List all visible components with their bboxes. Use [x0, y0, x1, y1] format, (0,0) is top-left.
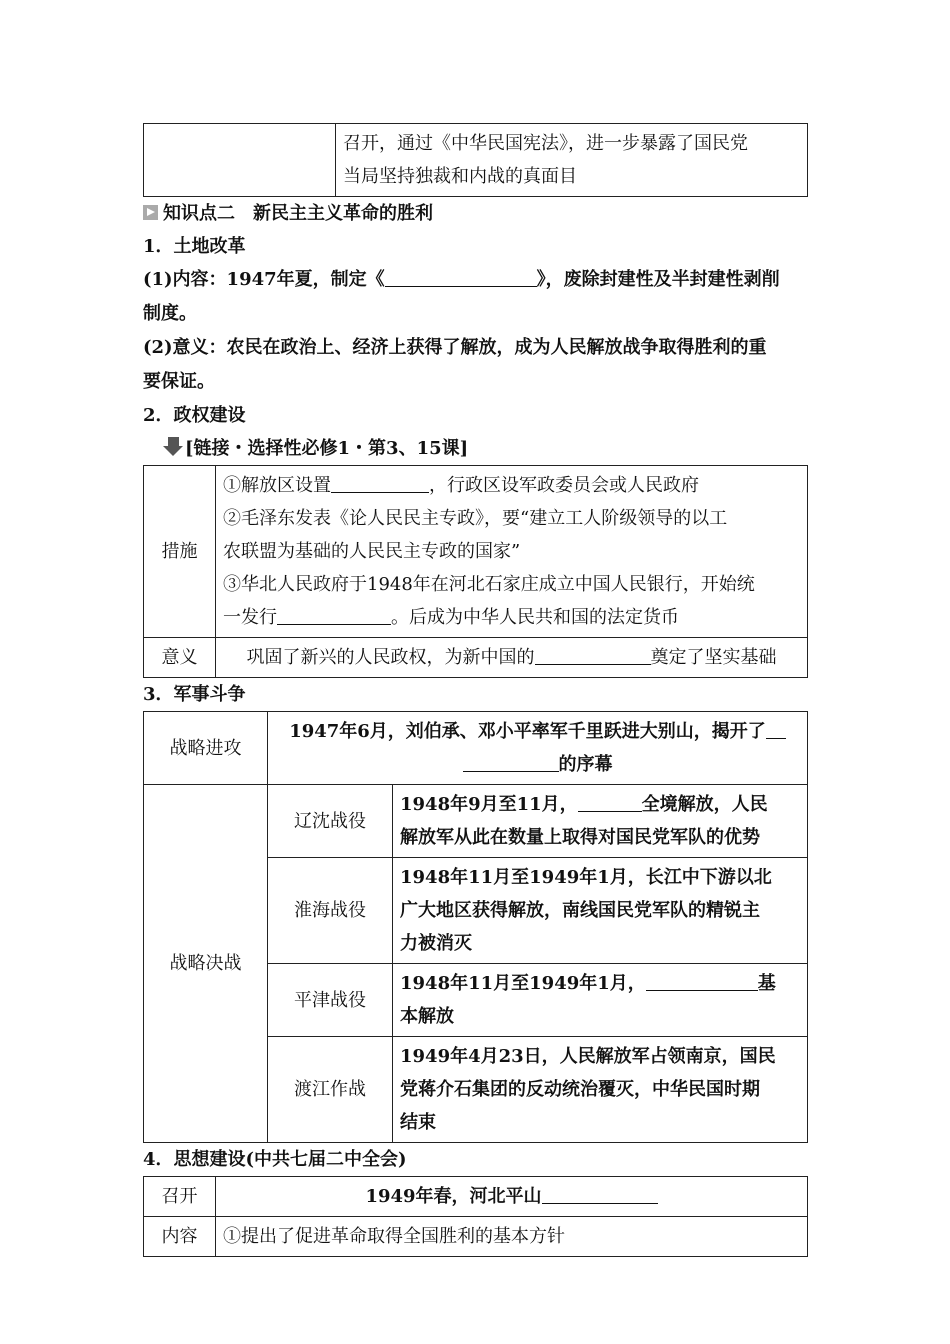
top-table-empty-cell: [144, 124, 336, 197]
blank-prelude-b: [463, 753, 559, 772]
top-table-text: [336, 124, 808, 197]
land-reform-title: 1．土地改革: [143, 236, 246, 257]
measure-3-line2: 一发行 。后成为中华人民共和国的法定货币: [223, 607, 679, 628]
knowledge-point-title: 知识点二 新民主主义革命的胜利: [163, 203, 433, 224]
regime-table: [143, 465, 808, 678]
land-reform-meaning: (2)意义：农民在政治上、经济上获得了解放，成为人民解放战争取得胜利的重: [143, 337, 767, 358]
battle-detail: 1948年11月至1949年1月，长江中下游以北 广大地区获得解放，南线国民党军队的精锐主 力被消灭: [393, 858, 808, 964]
blank-northeast: [578, 793, 642, 812]
measure-3-line1: ③华北人民政府于1948年在河北石家庄成立中国人民银行，开始统: [223, 574, 755, 595]
offense-content: 1947年6月，刘伯承、邓小平率军千里跃进大别山，揭开了 的序幕: [268, 712, 808, 785]
regime-title: 2．政权建设: [143, 405, 246, 426]
content-value: ①提出了促进革命取得全国胜利的基本方针: [216, 1217, 808, 1257]
blank-admin: [331, 474, 429, 493]
measure-2-line1: ②毛泽东发表《论人民民主专政》，要“建立工人阶级领导的以工: [223, 508, 728, 529]
measure-1: ①解放区设置 ，行政区设军政委员会或人民政府: [223, 475, 699, 496]
document-page: [143, 123, 807, 1257]
military-table: [143, 711, 808, 1143]
battle-detail: 1949年4月23日，人民解放军占领南京，国民 党蒋介石集团的反动统治覆灭，中华民国时期 结束: [393, 1037, 808, 1143]
blank-foundation: [535, 646, 651, 665]
measure-2-line2: 农联盟为基础的人民民主专政的国家”: [223, 541, 521, 562]
meaning-label: 意义: [144, 638, 216, 678]
blank-currency: [277, 606, 391, 625]
land-reform-content-cont: 制度。: [143, 303, 197, 324]
top-table-line1: 召开，通过《中华民国宪法》，进一步暴露了国民党: [343, 133, 748, 154]
link-note: [链接・选择性必修1・第3、15课]: [143, 432, 807, 465]
battle-name: 渡江作战: [268, 1037, 393, 1143]
down-arrow-icon: [163, 437, 183, 457]
convene-value: 1949年春，河北平山: [216, 1177, 808, 1217]
battle-name: 淮海战役: [268, 858, 393, 964]
knowledge-point-header: [143, 197, 807, 230]
top-table-line2: 当局坚持独裁和内战的真面目: [343, 166, 577, 187]
meaning-content: 巩固了新兴的人民政权，为新中国的 奠定了坚实基础: [216, 638, 808, 678]
ideology-table: [143, 1176, 808, 1257]
content-label: 内容: [144, 1217, 216, 1257]
battle-name: 平津战役: [268, 964, 393, 1037]
offense-label: 战略进攻: [144, 712, 268, 785]
land-reform-meaning-cont: 要保证。: [143, 371, 215, 392]
convene-label: 召开: [144, 1177, 216, 1217]
top-table: [143, 123, 808, 197]
ideology-title: 4．思想建设(中共七届二中全会): [143, 1149, 407, 1170]
military-title: 3．军事斗争: [143, 684, 246, 705]
battle-name: 辽沈战役: [268, 785, 393, 858]
land-reform-content: (1)内容：1947年夏，制定《 》，废除封建性及半封建性剥削: [143, 269, 780, 290]
measures-content: [216, 466, 808, 638]
blank-xibaipo: [542, 1185, 658, 1204]
blank-north-china: [646, 972, 758, 991]
battle-detail: 1948年11月至1949年1月， 基 本解放: [393, 964, 808, 1037]
battle-detail: 1948年9月至11月， 全境解放，人民 解放军从此在数量上取得对国民党军队的优势: [393, 785, 808, 858]
play-triangle-icon: [143, 205, 158, 220]
decisive-label: 战略决战: [144, 785, 268, 1143]
blank-prelude-a: [766, 720, 786, 739]
measures-label: 措施: [144, 466, 216, 638]
blank-land-law: [385, 268, 537, 287]
